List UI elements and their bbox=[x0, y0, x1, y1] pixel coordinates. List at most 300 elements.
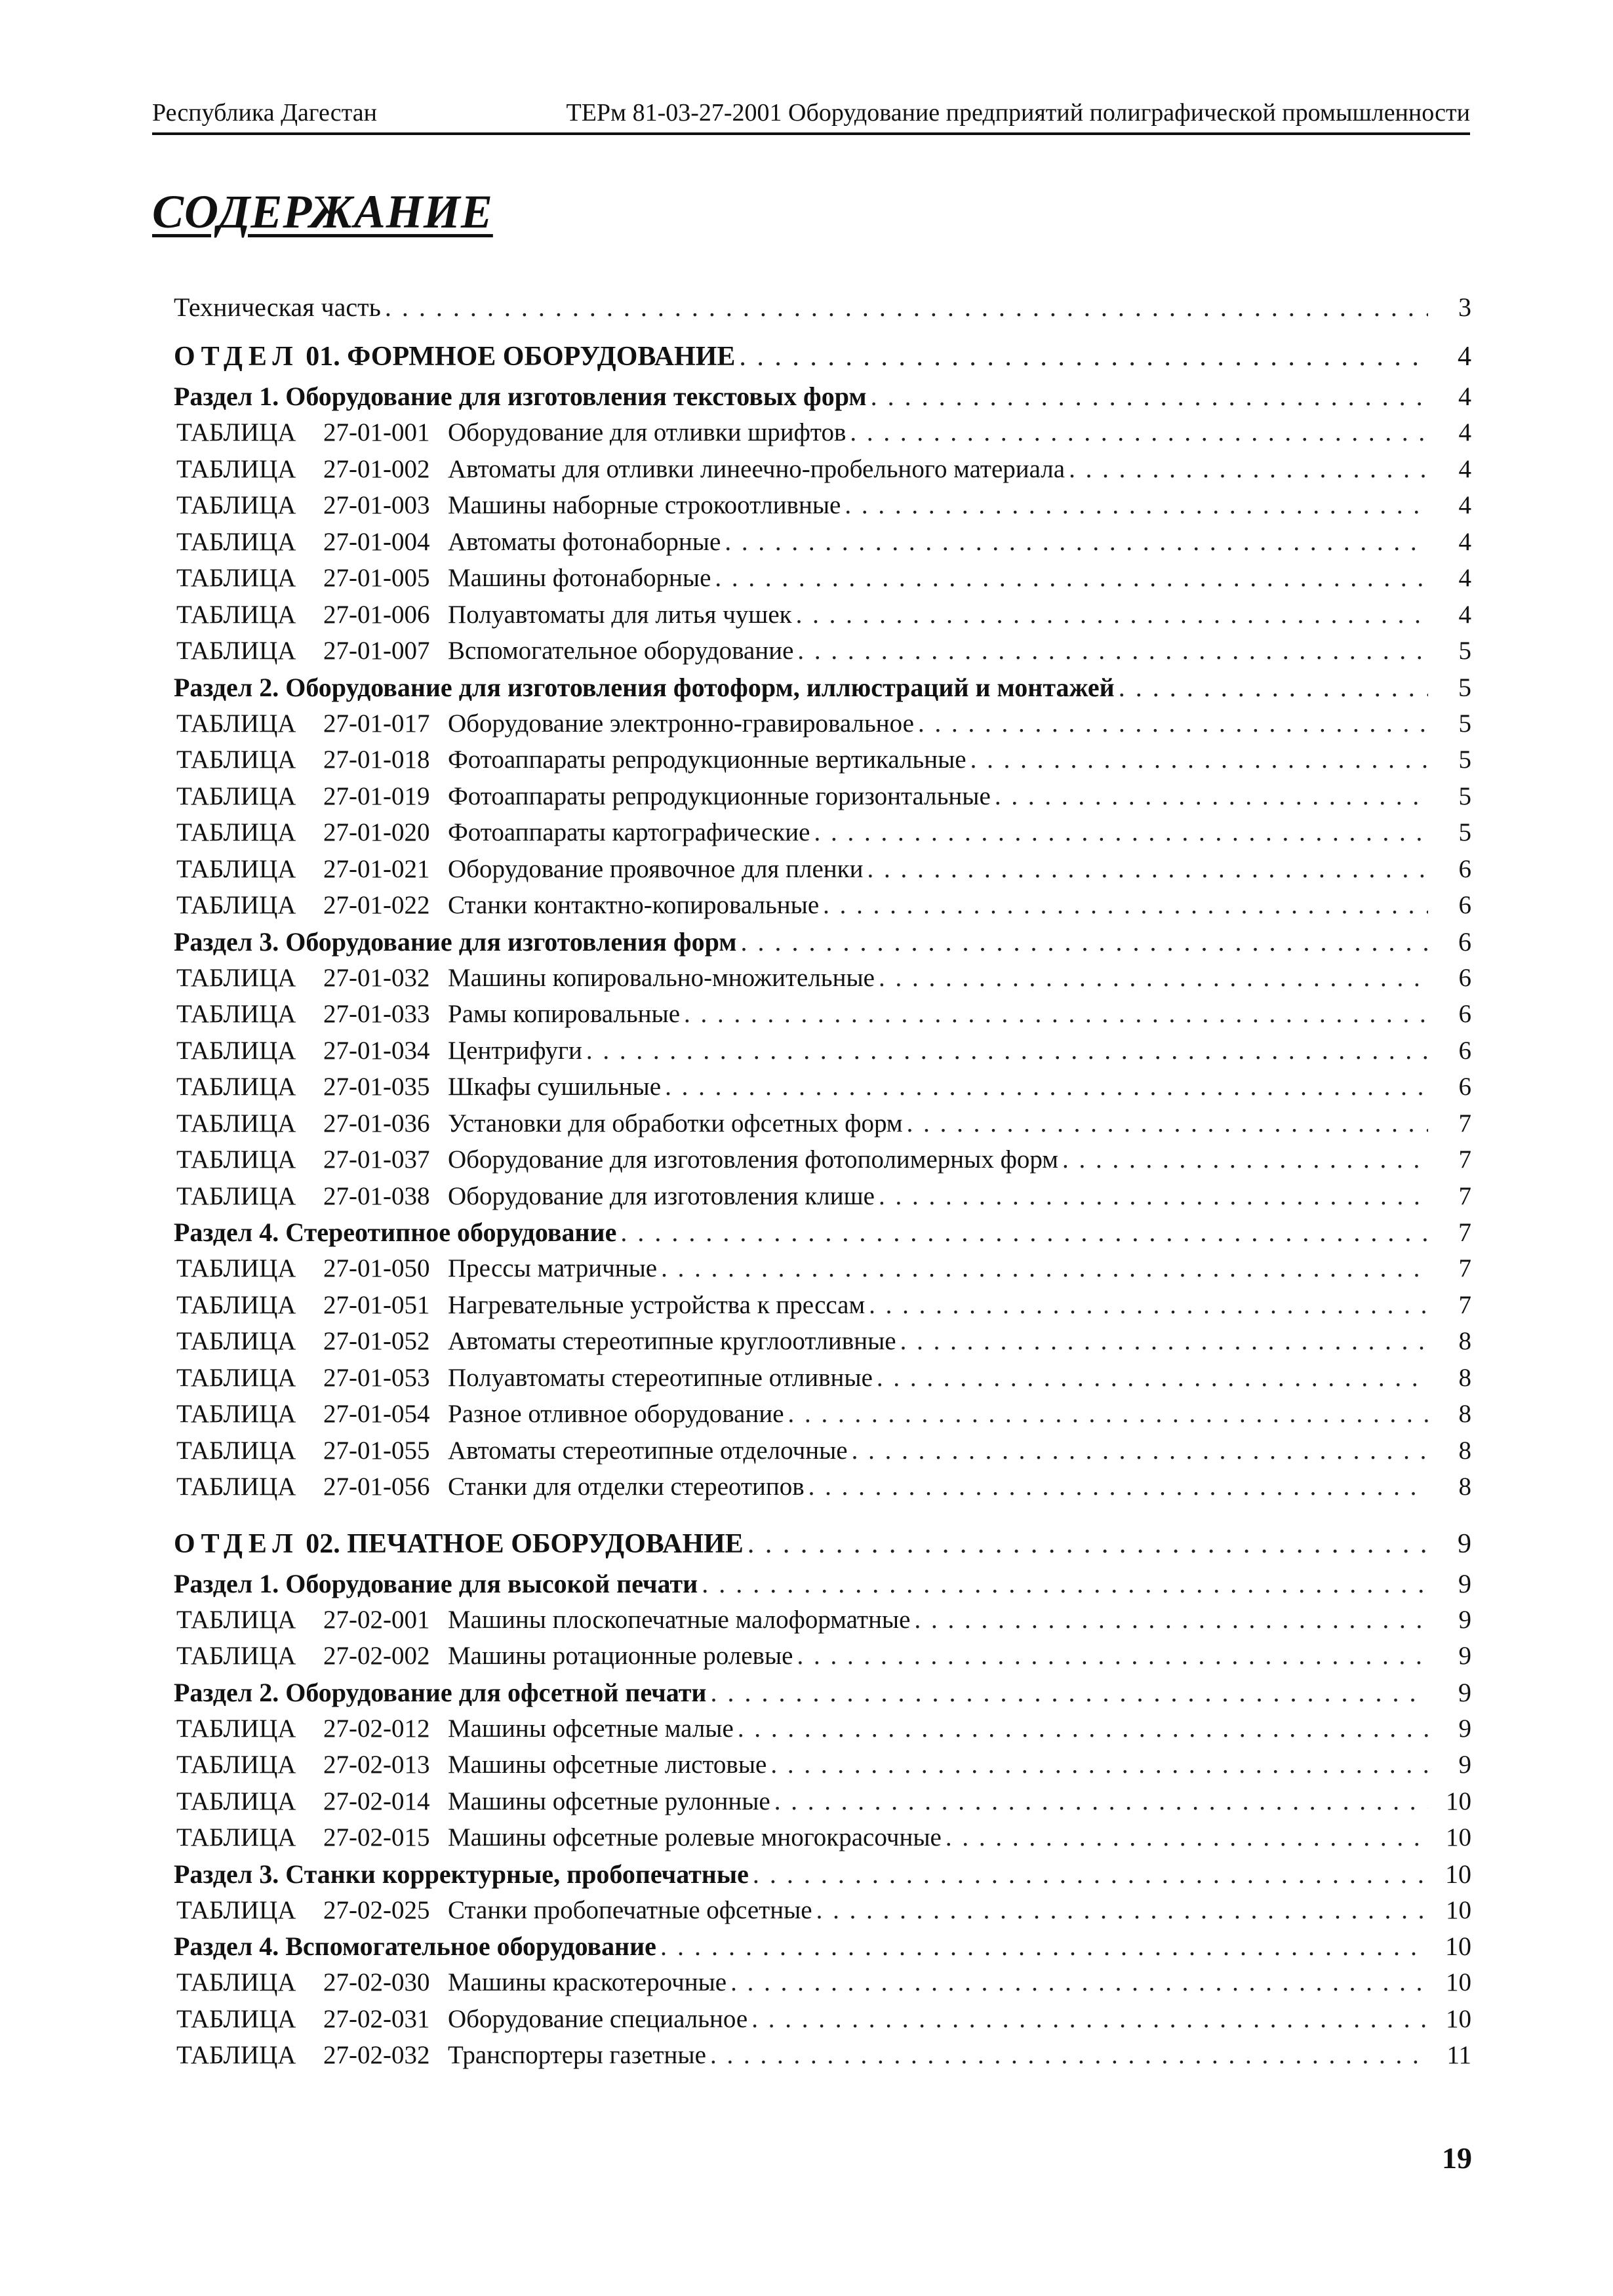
toc-table-entry[interactable] bbox=[174, 1747, 1471, 1783]
table-entry-text bbox=[176, 414, 846, 451]
table-entry-text bbox=[176, 1033, 582, 1069]
toc-page-number: 4 bbox=[1458, 342, 1471, 372]
toc-page-number: 10 bbox=[1445, 1931, 1471, 1961]
dot-leader bbox=[385, 284, 1428, 331]
table-code: 27-01-002 bbox=[323, 454, 430, 483]
table-label: ТАБЛИЦА bbox=[176, 709, 296, 738]
toc-table-entry[interactable] bbox=[174, 560, 1471, 597]
department-word: ОТДЕЛ bbox=[174, 342, 299, 372]
section-title: Раздел 2. Оборудование для изготовления фотоформ, иллюстраций и монтажей bbox=[174, 672, 1115, 702]
table-code: 27-01-017 bbox=[323, 709, 430, 738]
toc-table-entry[interactable] bbox=[174, 2037, 1471, 2074]
table-code: 27-01-006 bbox=[323, 600, 430, 629]
toc-page-number: 9 bbox=[1458, 1605, 1471, 1634]
dot-leader bbox=[1069, 451, 1428, 488]
table-title: Автоматы стереотипные круглоотливные bbox=[448, 1327, 896, 1355]
dot-leader bbox=[725, 524, 1428, 561]
table-title: Прессы матричные bbox=[448, 1254, 658, 1282]
toc-section-heading[interactable] bbox=[174, 1928, 1471, 1964]
toc-table-entry[interactable] bbox=[174, 524, 1471, 561]
toc-table-entry[interactable] bbox=[174, 1892, 1471, 1929]
toc-page-number: 3 bbox=[1458, 292, 1471, 322]
table-title: Машины офсетные рулонные bbox=[448, 1787, 770, 1815]
dot-leader bbox=[946, 1819, 1428, 1856]
toc-table-entry[interactable] bbox=[174, 1069, 1471, 1105]
toc-table-entry[interactable] bbox=[174, 1469, 1471, 1505]
table-label: ТАБЛИЦА bbox=[176, 418, 296, 446]
table-entry-text bbox=[176, 560, 711, 597]
table-title: Рамы копировальные bbox=[448, 1000, 681, 1028]
toc-entry-technical-part[interactable] bbox=[174, 284, 1471, 331]
dot-leader bbox=[1119, 669, 1428, 705]
table-entry-text bbox=[176, 705, 914, 742]
table-title: Полуавтоматы стереотипные отливные bbox=[448, 1363, 873, 1392]
toc-page-number: 9 bbox=[1458, 1751, 1471, 1779]
dot-leader bbox=[867, 851, 1428, 888]
toc-page-number: 7 bbox=[1458, 1145, 1471, 1174]
department-name: 01. ФОРМНОЕ ОБОРУДОВАНИЕ bbox=[306, 342, 736, 372]
toc-page-number: 6 bbox=[1458, 891, 1471, 919]
toc-table-entry[interactable] bbox=[174, 1602, 1471, 1638]
table-entry-text bbox=[176, 597, 792, 633]
table-label: ТАБЛИЦА bbox=[176, 454, 296, 483]
table-label: ТАБЛИЦА bbox=[176, 1363, 296, 1392]
toc-table-entry[interactable] bbox=[174, 597, 1471, 633]
table-title: Машины наборные строкоотливные bbox=[448, 491, 841, 519]
table-code: 27-01-055 bbox=[323, 1436, 430, 1465]
table-label: ТАБЛИЦА bbox=[176, 1823, 296, 1851]
toc-page-number: 10 bbox=[1446, 1823, 1471, 1851]
table-title: Вспомогательное оборудование bbox=[448, 637, 794, 665]
toc-page-number: 4 bbox=[1458, 600, 1471, 629]
table-title: Оборудование для изготовления клише bbox=[448, 1181, 875, 1210]
table-label: ТАБЛИЦА bbox=[176, 854, 296, 883]
toc-table-entry[interactable] bbox=[174, 1819, 1471, 1856]
toc-table-entry[interactable] bbox=[174, 851, 1471, 888]
table-entry-text bbox=[176, 1964, 727, 2001]
toc-page-number: 5 bbox=[1458, 782, 1471, 810]
toc-page-number: 4 bbox=[1458, 382, 1471, 411]
page-number: 19 bbox=[1442, 2141, 1472, 2175]
dot-leader bbox=[797, 1638, 1428, 1674]
dot-leader bbox=[684, 996, 1428, 1033]
table-code: 27-02-002 bbox=[323, 1642, 430, 1670]
toc-page-number: 6 bbox=[1458, 926, 1471, 957]
table-label: ТАБЛИЦА bbox=[176, 1400, 296, 1428]
table-entry-text bbox=[176, 1323, 896, 1360]
dot-leader bbox=[850, 414, 1428, 451]
table-entry-text bbox=[176, 1783, 770, 1820]
table-code: 27-02-014 bbox=[323, 1787, 430, 1815]
table-label: ТАБЛИЦА bbox=[176, 1895, 296, 1924]
table-entry-text bbox=[176, 1892, 812, 1929]
dot-leader bbox=[796, 597, 1428, 633]
dot-leader bbox=[665, 1069, 1428, 1105]
table-label: ТАБЛИЦА bbox=[176, 1473, 296, 1501]
table-code: 27-01-037 bbox=[323, 1145, 430, 1174]
table-title: Оборудование для изготовления фотополимерных форм bbox=[448, 1145, 1058, 1174]
toc-page-number: 5 bbox=[1458, 745, 1471, 774]
dot-leader bbox=[740, 924, 1428, 960]
table-code: 27-01-001 bbox=[323, 418, 430, 446]
table-entry-text bbox=[176, 814, 810, 851]
table-code: 27-01-036 bbox=[323, 1109, 430, 1138]
dot-leader bbox=[869, 1287, 1428, 1324]
section-title: Раздел 1. Оборудование для изготовления текстовых форм bbox=[174, 382, 867, 411]
table-entry-text bbox=[176, 1178, 875, 1215]
toc-page-number: 10 bbox=[1446, 1895, 1471, 1924]
section-title: Раздел 3. Станки корректурные, пробопечатные bbox=[174, 1859, 749, 1889]
table-entry-text bbox=[176, 2037, 706, 2074]
toc-table-entry[interactable] bbox=[174, 1711, 1471, 1747]
table-title: Оборудование проявочное для пленки bbox=[448, 854, 864, 883]
table-label: ТАБЛИЦА bbox=[176, 891, 296, 919]
table-title: Оборудование специальное bbox=[448, 2004, 748, 2033]
table-entry-text bbox=[176, 2001, 747, 2038]
toc-table-entry[interactable] bbox=[174, 1033, 1471, 1069]
table-label: ТАБЛИЦА bbox=[176, 1751, 296, 1779]
table-code: 27-01-021 bbox=[323, 854, 430, 883]
toc-section-heading[interactable] bbox=[174, 1566, 1471, 1602]
toc-page-number: 6 bbox=[1458, 1036, 1471, 1065]
table-label: ТАБЛИЦА bbox=[176, 1036, 296, 1065]
table-label: ТАБЛИЦА bbox=[176, 2004, 296, 2033]
toc-page-number: 4 bbox=[1458, 564, 1471, 592]
page-title: СОДЕРЖАНИЕ bbox=[152, 186, 493, 238]
dot-leader bbox=[797, 633, 1428, 669]
toc-table-entry[interactable] bbox=[174, 960, 1471, 997]
table-code: 27-02-025 bbox=[323, 1895, 430, 1924]
table-entry-text bbox=[176, 1141, 1058, 1178]
dot-leader bbox=[753, 1856, 1428, 1892]
table-title: Машины плоскопечатные малоформатные bbox=[448, 1605, 911, 1634]
dot-leader bbox=[788, 1396, 1428, 1433]
toc-table-entry[interactable] bbox=[174, 1638, 1471, 1674]
toc-table-entry[interactable] bbox=[174, 1323, 1471, 1360]
table-code: 27-02-032 bbox=[323, 2041, 430, 2069]
toc-table-entry[interactable] bbox=[174, 487, 1471, 524]
dot-leader bbox=[970, 742, 1428, 778]
toc-table-entry[interactable] bbox=[174, 705, 1471, 742]
toc-table-entry[interactable] bbox=[174, 1287, 1471, 1324]
toc-section-heading[interactable] bbox=[174, 1856, 1471, 1892]
table-entry-text bbox=[176, 451, 1065, 488]
toc-table-entry[interactable] bbox=[174, 887, 1471, 924]
table-code: 27-01-020 bbox=[323, 818, 430, 846]
toc-entry-label: Техническая часть bbox=[174, 292, 381, 322]
dot-leader bbox=[914, 1602, 1428, 1638]
table-label: ТАБЛИЦА bbox=[176, 1145, 296, 1174]
section-title: Раздел 1. Оборудование для высокой печати bbox=[174, 1568, 698, 1598]
toc-table-entry[interactable] bbox=[174, 451, 1471, 488]
toc-table-entry[interactable] bbox=[174, 1964, 1471, 2001]
header-region: Республика Дагестан bbox=[152, 99, 377, 127]
table-entry-text bbox=[176, 633, 793, 669]
department-word: ОТДЕЛ bbox=[174, 1528, 299, 1559]
table-code: 27-01-038 bbox=[323, 1181, 430, 1210]
table-label: ТАБЛИЦА bbox=[176, 1254, 296, 1282]
table-title: Полуавтоматы для литья чушек bbox=[448, 600, 792, 629]
dot-leader bbox=[879, 960, 1428, 997]
table-title: Фотоаппараты картографические bbox=[448, 818, 810, 846]
table-label: ТАБЛИЦА bbox=[176, 2041, 296, 2069]
toc-page-number: 7 bbox=[1458, 1254, 1471, 1282]
table-code: 27-01-052 bbox=[323, 1327, 430, 1355]
dot-leader bbox=[808, 1469, 1428, 1505]
table-code: 27-01-056 bbox=[323, 1473, 430, 1501]
table-label: ТАБЛИЦА bbox=[176, 1073, 296, 1101]
toc-table-entry[interactable] bbox=[174, 778, 1471, 815]
table-entry-text bbox=[176, 487, 841, 524]
dot-leader bbox=[995, 778, 1428, 815]
toc-section-heading[interactable] bbox=[174, 1674, 1471, 1711]
dot-leader bbox=[814, 814, 1428, 851]
dot-leader bbox=[710, 1674, 1428, 1711]
table-entry-text bbox=[176, 1360, 873, 1396]
dot-leader bbox=[823, 887, 1428, 924]
dot-leader bbox=[710, 2037, 1428, 2074]
table-entry-text bbox=[176, 1396, 784, 1433]
toc-page-number: 4 bbox=[1458, 454, 1471, 483]
toc-table-entry[interactable] bbox=[174, 1250, 1471, 1287]
table-title: Центрифуги bbox=[448, 1036, 582, 1065]
toc-page-number: 6 bbox=[1458, 854, 1471, 883]
toc-table-entry[interactable] bbox=[174, 1105, 1471, 1142]
table-title: Оборудование электронно-гравировальное bbox=[448, 709, 914, 738]
table-code: 27-01-018 bbox=[323, 745, 430, 774]
table-label: ТАБЛИЦА bbox=[176, 782, 296, 810]
table-entry-text bbox=[176, 851, 863, 888]
dot-leader bbox=[871, 378, 1428, 414]
table-code: 27-01-007 bbox=[323, 637, 430, 665]
table-title: Машины офсетные малые bbox=[448, 1714, 734, 1743]
table-title: Машины офсетные листовые bbox=[448, 1751, 767, 1779]
table-title: Машины краскотерочные bbox=[448, 1968, 727, 1996]
toc-page-number: 10 bbox=[1445, 1859, 1471, 1889]
table-code: 27-02-030 bbox=[323, 1968, 430, 1996]
toc-page-number: 5 bbox=[1458, 709, 1471, 738]
toc-table-entry[interactable] bbox=[174, 1433, 1471, 1469]
toc-section-heading[interactable] bbox=[174, 378, 1471, 414]
table-entry-text bbox=[176, 778, 991, 815]
section-title: Раздел 3. Оборудование для изготовления форм bbox=[174, 926, 737, 957]
toc-page-number: 6 bbox=[1458, 1073, 1471, 1101]
table-code: 27-02-001 bbox=[323, 1605, 430, 1634]
dot-leader bbox=[702, 1566, 1428, 1602]
table-label: ТАБЛИЦА bbox=[176, 1327, 296, 1355]
table-entry-text bbox=[176, 524, 721, 561]
dot-leader bbox=[770, 1747, 1428, 1783]
toc-table-entry[interactable] bbox=[174, 633, 1471, 669]
dot-leader bbox=[661, 1250, 1428, 1287]
section-title: Раздел 4. Вспомогательное оборудование bbox=[174, 1931, 656, 1961]
table-title: Нагревательные устройства к прессам bbox=[448, 1290, 866, 1319]
table-entry-text bbox=[176, 1819, 942, 1856]
dot-leader bbox=[751, 2001, 1428, 2038]
section-title: Раздел 2. Оборудование для офсетной печати bbox=[174, 1677, 707, 1707]
toc-page-number: 8 bbox=[1458, 1327, 1471, 1355]
toc-table-entry[interactable] bbox=[174, 414, 1471, 451]
dot-leader bbox=[907, 1105, 1428, 1142]
dot-leader bbox=[1062, 1141, 1428, 1178]
dot-leader bbox=[738, 1711, 1428, 1747]
toc-section-heading[interactable] bbox=[174, 669, 1471, 705]
table-entry-text bbox=[176, 996, 680, 1033]
table-entry-text bbox=[176, 1105, 903, 1142]
toc-page-number: 7 bbox=[1458, 1290, 1471, 1319]
toc-section-heading[interactable] bbox=[174, 1214, 1471, 1250]
table-label: ТАБЛИЦА bbox=[176, 963, 296, 992]
toc-page-number: 7 bbox=[1458, 1217, 1471, 1247]
table-entry-text bbox=[176, 1747, 767, 1783]
table-code: 27-02-031 bbox=[323, 2004, 430, 2033]
table-code: 27-01-003 bbox=[323, 491, 430, 519]
table-code: 27-02-012 bbox=[323, 1714, 430, 1743]
table-title: Установки для обработки офсетных форм bbox=[448, 1109, 903, 1138]
table-label: ТАБЛИЦА bbox=[176, 637, 296, 665]
toc-table-entry[interactable] bbox=[174, 814, 1471, 851]
toc-page-number: 8 bbox=[1458, 1363, 1471, 1392]
table-title: Разное отливное оборудование bbox=[448, 1400, 784, 1428]
toc-table-entry[interactable] bbox=[174, 1783, 1471, 1820]
toc-table-entry[interactable] bbox=[174, 1360, 1471, 1396]
dot-leader bbox=[586, 1033, 1428, 1069]
table-entry-text bbox=[176, 1250, 657, 1287]
table-code: 27-01-034 bbox=[323, 1036, 430, 1065]
table-title: Станки для отделки стереотипов bbox=[448, 1473, 805, 1501]
dot-leader bbox=[620, 1214, 1428, 1250]
toc-page-number: 6 bbox=[1458, 963, 1471, 992]
toc-page-number: 10 bbox=[1446, 1787, 1471, 1815]
table-code: 27-01-032 bbox=[323, 963, 430, 992]
toc-table-entry[interactable] bbox=[174, 996, 1471, 1033]
table-label: ТАБЛИЦА bbox=[176, 1714, 296, 1743]
table-code: 27-01-035 bbox=[323, 1073, 430, 1101]
dot-leader bbox=[660, 1928, 1428, 1964]
toc-page-number: 11 bbox=[1446, 2041, 1471, 2069]
table-code: 27-01-005 bbox=[323, 564, 430, 592]
toc-page-number: 4 bbox=[1458, 418, 1471, 446]
toc-page-number: 5 bbox=[1458, 637, 1471, 665]
table-entry-text bbox=[176, 742, 966, 778]
table-code: 27-01-054 bbox=[323, 1400, 430, 1428]
table-label: ТАБЛИЦА bbox=[176, 1605, 296, 1634]
table-label: ТАБЛИЦА bbox=[176, 564, 296, 592]
table-label: ТАБЛИЦА bbox=[176, 527, 296, 556]
table-entry-text bbox=[176, 1433, 848, 1469]
table-code: 27-01-033 bbox=[323, 1000, 430, 1028]
table-title: Фотоаппараты репродукционные вертикальные bbox=[448, 745, 966, 774]
table-title: Автоматы фотонаборные bbox=[448, 527, 721, 556]
dot-leader bbox=[852, 1433, 1428, 1469]
table-title: Машины копировально-множительные bbox=[448, 963, 875, 992]
dot-leader bbox=[918, 705, 1428, 742]
table-code: 27-01-019 bbox=[323, 782, 430, 810]
table-title: Оборудование для отливки шрифтов bbox=[448, 418, 846, 446]
department-title bbox=[174, 335, 735, 378]
table-label: ТАБЛИЦА bbox=[176, 1109, 296, 1138]
toc-page-number: 8 bbox=[1458, 1400, 1471, 1428]
dot-leader bbox=[816, 1892, 1428, 1929]
toc-page-number: 9 bbox=[1458, 1677, 1471, 1707]
table-title: Шкафы сушильные bbox=[448, 1073, 662, 1101]
dot-leader bbox=[747, 1522, 1428, 1566]
department-title bbox=[174, 1522, 744, 1566]
toc-table-entry[interactable] bbox=[174, 1396, 1471, 1433]
toc-table-entry[interactable] bbox=[174, 1178, 1471, 1215]
table-title: Автоматы стереотипные отделочные bbox=[448, 1436, 848, 1465]
table-entry-text bbox=[176, 1711, 734, 1747]
toc-page-number: 8 bbox=[1458, 1473, 1471, 1501]
dot-leader bbox=[730, 1964, 1428, 2001]
toc-section-heading[interactable] bbox=[174, 924, 1471, 960]
dot-leader bbox=[877, 1360, 1428, 1396]
table-code: 27-02-015 bbox=[323, 1823, 430, 1851]
table-label: ТАБЛИЦА bbox=[176, 1787, 296, 1815]
table-entry-text bbox=[176, 1069, 661, 1105]
toc-table-entry[interactable] bbox=[174, 2001, 1471, 2038]
table-label: ТАБЛИЦА bbox=[176, 1968, 296, 1996]
dot-leader bbox=[774, 1783, 1428, 1820]
toc-department-heading[interactable] bbox=[174, 1522, 1471, 1566]
table-label: ТАБЛИЦА bbox=[176, 491, 296, 519]
table-entry-text bbox=[176, 1602, 910, 1638]
toc-table-entry[interactable] bbox=[174, 742, 1471, 778]
table-title: Станки пробопечатные офсетные bbox=[448, 1895, 812, 1924]
table-title: Машины фотонаборные bbox=[448, 564, 711, 592]
table-code: 27-01-022 bbox=[323, 891, 430, 919]
dot-leader bbox=[715, 560, 1428, 597]
table-label: ТАБЛИЦА bbox=[176, 1642, 296, 1670]
table-entry-text bbox=[176, 960, 875, 997]
toc-page-number: 4 bbox=[1458, 491, 1471, 519]
table-label: ТАБЛИЦА bbox=[176, 1181, 296, 1210]
table-entry-text bbox=[176, 1287, 865, 1324]
toc-page-number: 4 bbox=[1458, 527, 1471, 556]
toc-table-entry[interactable] bbox=[174, 1141, 1471, 1178]
running-header bbox=[152, 98, 1470, 135]
toc-page-number: 8 bbox=[1458, 1436, 1471, 1465]
toc-page-number: 7 bbox=[1458, 1109, 1471, 1138]
toc-page-number: 6 bbox=[1458, 1000, 1471, 1028]
table-label: ТАБЛИЦА bbox=[176, 1436, 296, 1465]
toc-page-number: 10 bbox=[1446, 2004, 1471, 2033]
table-label: ТАБЛИЦА bbox=[176, 1290, 296, 1319]
table-entry-text bbox=[176, 1638, 793, 1674]
dot-leader bbox=[879, 1178, 1428, 1215]
dot-leader bbox=[739, 335, 1428, 378]
dot-leader bbox=[845, 487, 1428, 524]
toc-page-number: 5 bbox=[1458, 818, 1471, 846]
section-title: Раздел 4. Стереотипное оборудование bbox=[174, 1217, 617, 1247]
table-code: 27-02-013 bbox=[323, 1751, 430, 1779]
table-title: Машины ротационные ролевые bbox=[448, 1642, 793, 1670]
toc-page-number: 9 bbox=[1458, 1528, 1471, 1559]
toc-page-number: 9 bbox=[1458, 1568, 1471, 1598]
toc-page-number: 9 bbox=[1458, 1714, 1471, 1743]
table-title: Фотоаппараты репродукционные горизонтальные bbox=[448, 782, 991, 810]
toc-page-number: 7 bbox=[1458, 1181, 1471, 1210]
toc-department-heading[interactable] bbox=[174, 335, 1471, 378]
toc-page-number: 5 bbox=[1458, 672, 1471, 702]
table-of-contents bbox=[174, 284, 1471, 2074]
table-title: Станки контактно-копировальные bbox=[448, 891, 820, 919]
table-label: ТАБЛИЦА bbox=[176, 1000, 296, 1028]
header-document-title: ТЕРм 81-03-27-2001 Оборудование предприятий полиграфической промышленности bbox=[566, 99, 1470, 127]
table-label: ТАБЛИЦА bbox=[176, 818, 296, 846]
table-code: 27-01-051 bbox=[323, 1290, 430, 1319]
table-label: ТАБЛИЦА bbox=[176, 600, 296, 629]
